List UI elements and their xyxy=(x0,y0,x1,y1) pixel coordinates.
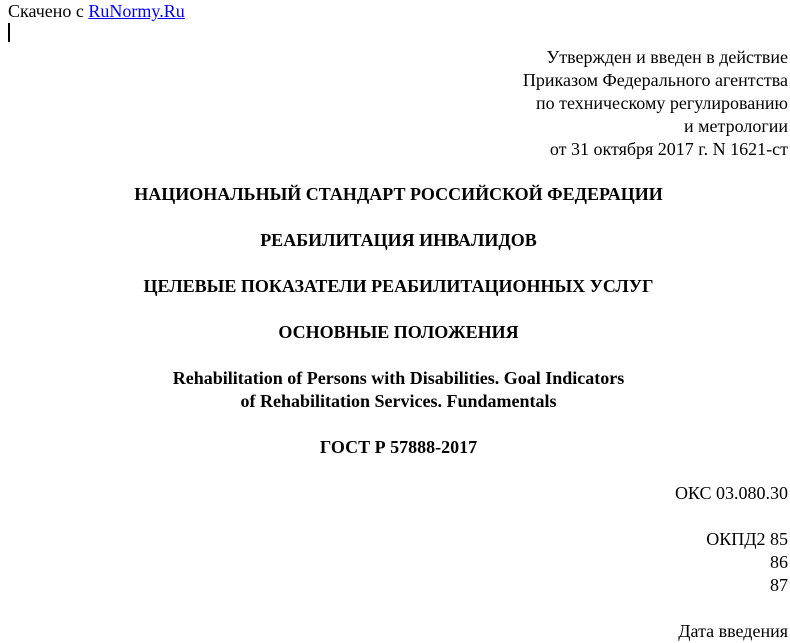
approval-block xyxy=(523,46,788,161)
english-title-line-1: Rehabilitation of Persons with Disabilities. Goal Indicators xyxy=(172,368,625,388)
standard-title-3: ОСНОВНЫЕ ПОЛОЖЕНИЯ xyxy=(278,322,519,342)
okpd-line-1: ОКПД2 85 xyxy=(706,529,788,549)
okpd-line-3: 87 xyxy=(770,575,788,595)
standard-title-1: РЕАБИЛИТАЦИЯ ИНВАЛИДОВ xyxy=(260,230,537,250)
english-title-line-2: of Rehabilitation Services. Fundamentals xyxy=(240,391,557,411)
okpd-line-2: 86 xyxy=(770,552,788,572)
approval-line: Приказом Федерального агентства xyxy=(522,70,788,90)
approval-line: и метрологии xyxy=(684,116,788,136)
approval-line: Утвержден и введен в действие xyxy=(546,47,788,67)
national-standard-heading: НАЦИОНАЛЬНЫЙ СТАНДАРТ РОССИЙСКОЙ ФЕДЕРАЦИИ xyxy=(134,184,663,204)
introduction-date-label: Дата введения xyxy=(678,621,788,641)
english-title xyxy=(0,367,790,413)
text-cursor xyxy=(8,23,10,42)
standard-title-2: ЦЕЛЕВЫЕ ПОКАЗАТЕЛИ РЕАБИЛИТАЦИОННЫХ УСЛУГ xyxy=(143,276,654,296)
runormy-link[interactable]: RuNormy.Ru xyxy=(88,1,185,21)
approval-line: от 31 октября 2017 г. N 1621-ст xyxy=(549,139,788,159)
source-line xyxy=(8,0,185,23)
oks-code: ОКС 03.080.30 xyxy=(674,483,788,503)
approval-line: по техническому регулированию xyxy=(535,93,788,113)
source-prefix: Скачено с xyxy=(8,1,89,21)
gost-number: ГОСТ Р 57888-2017 xyxy=(319,437,478,457)
okpd-codes xyxy=(706,528,788,597)
